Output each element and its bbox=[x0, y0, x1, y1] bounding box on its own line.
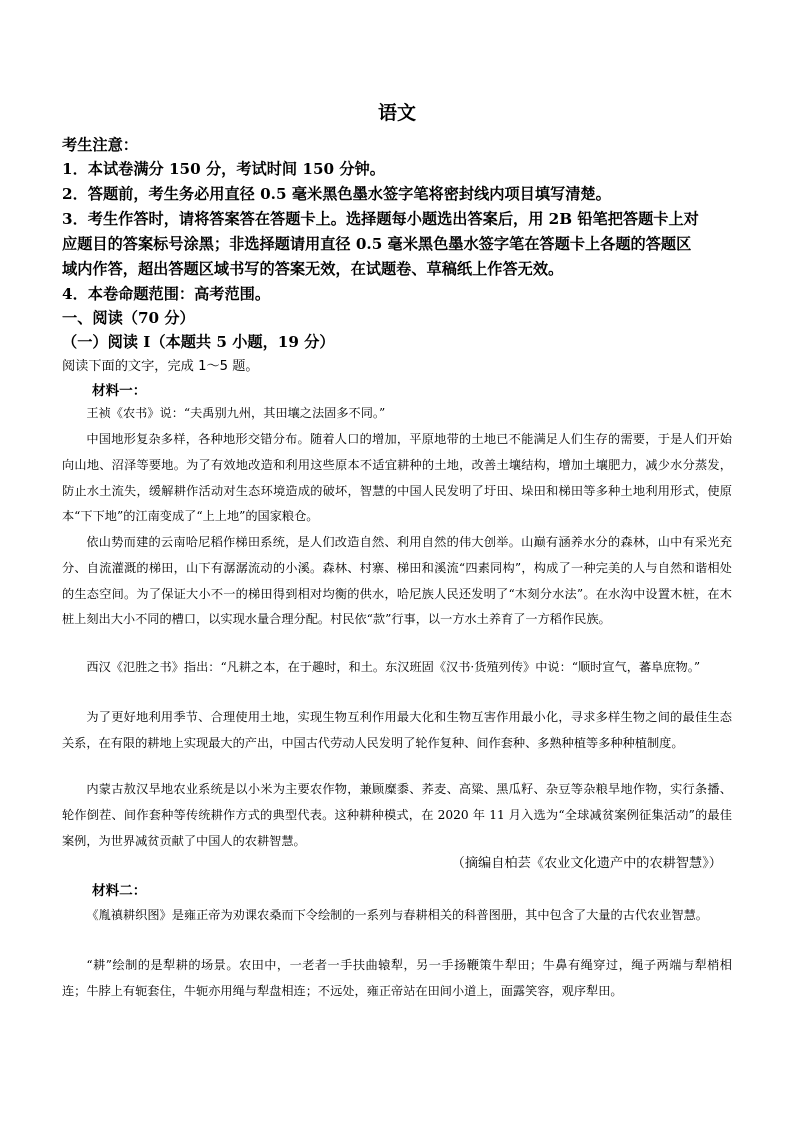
notice-item-3-line-1: 3．考生作答时，请将答案答在答题卡上。选择题每小题选出答案后，用 2B 铅笔把答题卡上对 bbox=[62, 210, 699, 228]
notice-heading: 考生注意： bbox=[62, 136, 138, 154]
notice-item-3-line-2: 应题目的答案标号涂黑；非选择题请用直径 0.5 毫米黑色墨水签字笔在答题卡上各题的答题区 bbox=[62, 235, 692, 253]
material-1-source: （摘编自柏芸《农业文化遗产中的农耕智慧》） bbox=[451, 856, 722, 871]
page-title: 语文 bbox=[377, 102, 416, 124]
material-2-paragraph: “耕”绘制的是犁耕的场景。农田中，一老者一手扶曲辕犁，另一手扬鞭策牛犁田；牛鼻有绳穿过，绳子两端与犁梢相连；牛脖上有轭套住，牛轭亦用绳与犁盘相连；不远处，雍正帝站在田间小道上，面露笑容，观序犁田。 bbox=[62, 958, 732, 998]
material-2-label: 材料二： bbox=[92, 883, 147, 899]
material-1-paragraph: 依山势而建的云南哈尼稻作梯田系统，是人们改造自然、利用自然的伟大创举。山巅有涵养水分的森林，山中有采光充分、自流灌溉的梯田，山下有潺潺流动的小溪。森林、村寨、梯田和溪流“四素同构”，构成了一种完美的人与自然和谐相处的生态空间。为了保证大小不一的梯田得到相对均衡的供水，哈尼族人民还发明了“木刻分水法”。在水沟中设置木桩，在木桩上刻出大小不同的槽口，以实现水量合理分配。村民依“款”行事，以一方水土养育了一方稻作民族。 bbox=[62, 535, 732, 627]
section-heading: 一、阅读（70 分） bbox=[62, 309, 195, 327]
notice-item-4: 4．本卷命题范围：高考范围。 bbox=[62, 285, 271, 303]
subsection-heading: （一）阅读 I（本题共 5 小题，19 分） bbox=[62, 333, 335, 351]
material-1-paragraph: 内蒙古敖汉旱地农业系统是以小米为主要农作物，兼顾糜黍、荞麦、高粱、黑瓜籽、杂豆等杂粮旱地作物，实行条播、轮作倒茬、间作套种等传统耕作方式的典型代表。这种耕种模式，在 2020 年 11 月入选为“全球减贫案例征集活动”的最佳案例，为世界减贫贡献了中国人的农耕智慧。 bbox=[62, 782, 732, 848]
notice-item-2: 2．答题前，考生务必用直径 0.5 毫米黑色墨水签字笔将密封线内项目填写清楚。 bbox=[62, 185, 611, 203]
notice-item-1: 1．本试卷满分 150 分，考试时间 150 分钟。 bbox=[62, 160, 385, 178]
material-1-paragraph: 为了更好地利用季节、合理使用土地，实现生物互利作用最大化和生物互害作用最小化，寻求多样生物之间的最佳生态关系，在有限的耕地上实现最大的产出，中国古代劳动人民发明了轮作复种、间作套种、多熟种植等多种种植制度。 bbox=[62, 710, 732, 750]
material-1-paragraph: 中国地形复杂多样，各种地形交错分布。随着人口的增加，平原地带的土地已不能满足人们生存的需要，于是人们开始向山地、沼泽等要地。为了有效地改造和利用这些原本不适宜耕种的土地，改善土壤结构，增加土壤肥力，减少水分蒸发，防止水土流失，缓解耕作活动对生态环境造成的破坏，智慧的中国人民发明了圩田、垛田和梯田等多种土地利用形式，使原本“下下地”的江南变成了“上上地”的国家粮仓。 bbox=[62, 432, 732, 524]
material-2-paragraph: 《胤禛耕织图》是雍正帝为劝课农桑而下令绘制的一系列与春耕相关的科普图册，其中包含了大量的古代农业智慧。 bbox=[86, 908, 708, 922]
material-1-paragraph: 王祯《农书》说：“夫禹别九州，其田壤之法固多不同。” bbox=[86, 406, 386, 420]
notice-item-3-line-3: 域内作答，超出答题区域书写的答案无效，在试题卷、草稿纸上作答无效。 bbox=[62, 260, 564, 278]
reading-instruction: 阅读下面的文字，完成 1～5 题。 bbox=[62, 359, 259, 374]
material-1-paragraph: 西汉《氾胜之书》指出：“凡耕之本，在于趣时，和土。东汉班固《汉书·货殖列传》中说：“顺时宣气，蕃阜庶物。” bbox=[86, 660, 701, 674]
material-1-label: 材料一： bbox=[92, 383, 147, 399]
